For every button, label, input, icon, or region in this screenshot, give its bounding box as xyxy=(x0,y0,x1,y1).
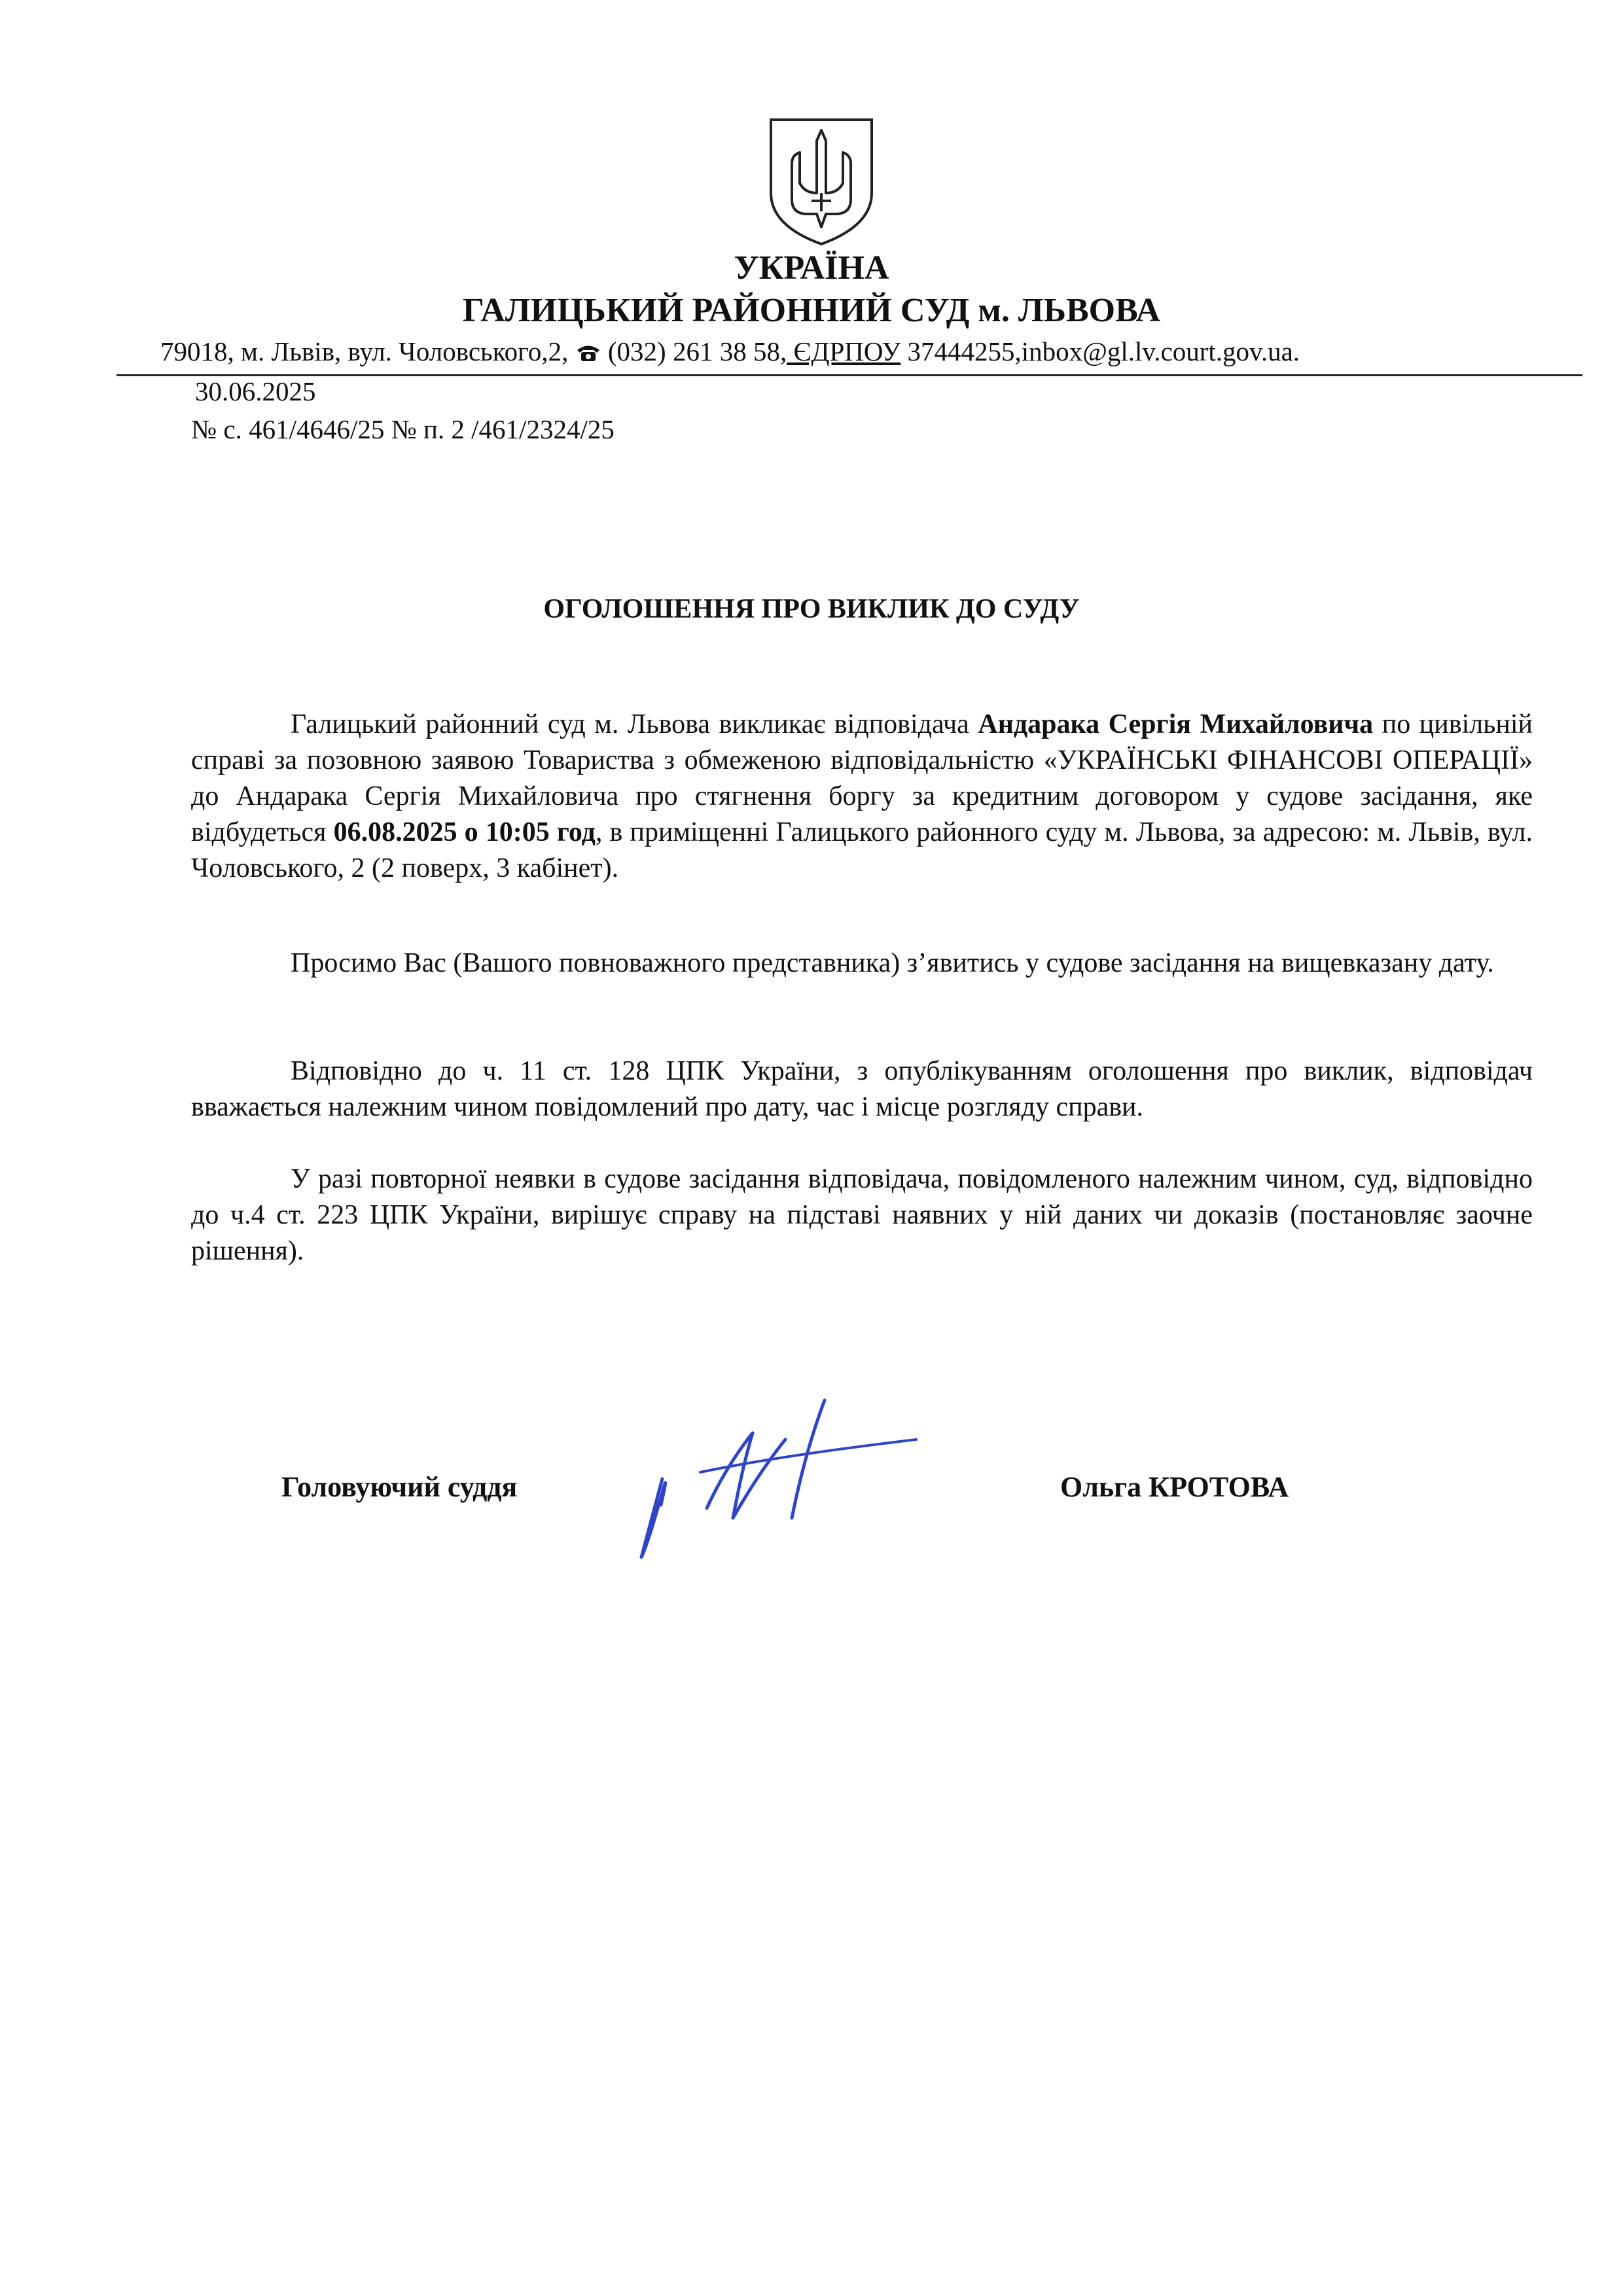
notice-paragraph-1 xyxy=(191,707,1533,887)
edrpou-label: ЄДРПОУ xyxy=(793,336,901,366)
notice-paragraph-3: Відповідно до ч. 11 ст. 128 ЦПК України, з опублікуванням оголошення про виклик, відповідач вважається належним чином повідомлений про дату, час і місце розгляду справи. xyxy=(191,1056,1533,1122)
coat-of-arms-icon xyxy=(766,115,877,249)
hearing-datetime: 06.08.2025 о 10:05 год xyxy=(333,817,596,847)
handwritten-signature-icon xyxy=(628,1394,929,1577)
country-heading: УКРАЇНА xyxy=(734,249,889,287)
header-divider xyxy=(116,374,1582,376)
court-phone: (032) 261 38 58 xyxy=(607,336,780,366)
telephone-icon xyxy=(575,337,601,357)
p1-text-b: по цивільній справі за позовною заявою Товариства з обмеженою відповідальністю «УКРАЇНСЬКІ ФІНАНСОВІ ОПЕРАЦІЇ» до Андарака Сергія Михайловича про стягнення боргу за кредитним договором у судове засідання, яке відбудеться xyxy=(191,709,1533,847)
phone-separator: , xyxy=(779,336,794,366)
notice-paragraph-4: У разі повторної неявки в судове засідання відповідача, повідомленого належним чином, суд, відповідно до ч.4 ст. 223 ЦПК України, вирішує справу на підставі наявних у ній даних чи доказів (постановляє заочне рішення). xyxy=(191,1164,1533,1266)
signer-role: Головуючий суддя xyxy=(281,1471,518,1503)
court-email: inbox@gl.lv.court.gov.ua. xyxy=(1021,336,1300,366)
notice-paragraph-2: Просимо Вас (Вашого повноважного представника) з’явитись у судове засідання на вищевказану дату. xyxy=(291,948,1494,978)
notice-title: ОГОЛОШЕННЯ ПРО ВИКЛИК ДО СУДУ xyxy=(543,594,1080,624)
defendant-name: Андарака Сергія Михайловича xyxy=(978,709,1374,739)
document-date: 30.06.2025 xyxy=(195,376,316,406)
p1-text-c: , в приміщенні Галицького районного суду м. Львова, за адресою: м. Львів, вул. Чоловського, 2 (2 поверх, 3 кабінет). xyxy=(191,817,1533,883)
case-number: № с. 461/4646/25 № п. 2 /461/2324/25 xyxy=(191,414,615,444)
court-contacts-line xyxy=(160,335,1587,368)
p1-text-a: Галицький районний суд м. Львова викликає відповідача xyxy=(291,709,978,739)
court-name-heading: ГАЛИЦЬКИЙ РАЙОННИЙ СУД м. ЛЬВОВА xyxy=(462,292,1161,329)
edrpou-value: 37444255, xyxy=(901,336,1022,366)
court-address: 79018, м. Львів, вул. Чоловського,2, xyxy=(160,336,575,366)
judge-name: Ольга КРОТОВА xyxy=(1060,1471,1289,1503)
